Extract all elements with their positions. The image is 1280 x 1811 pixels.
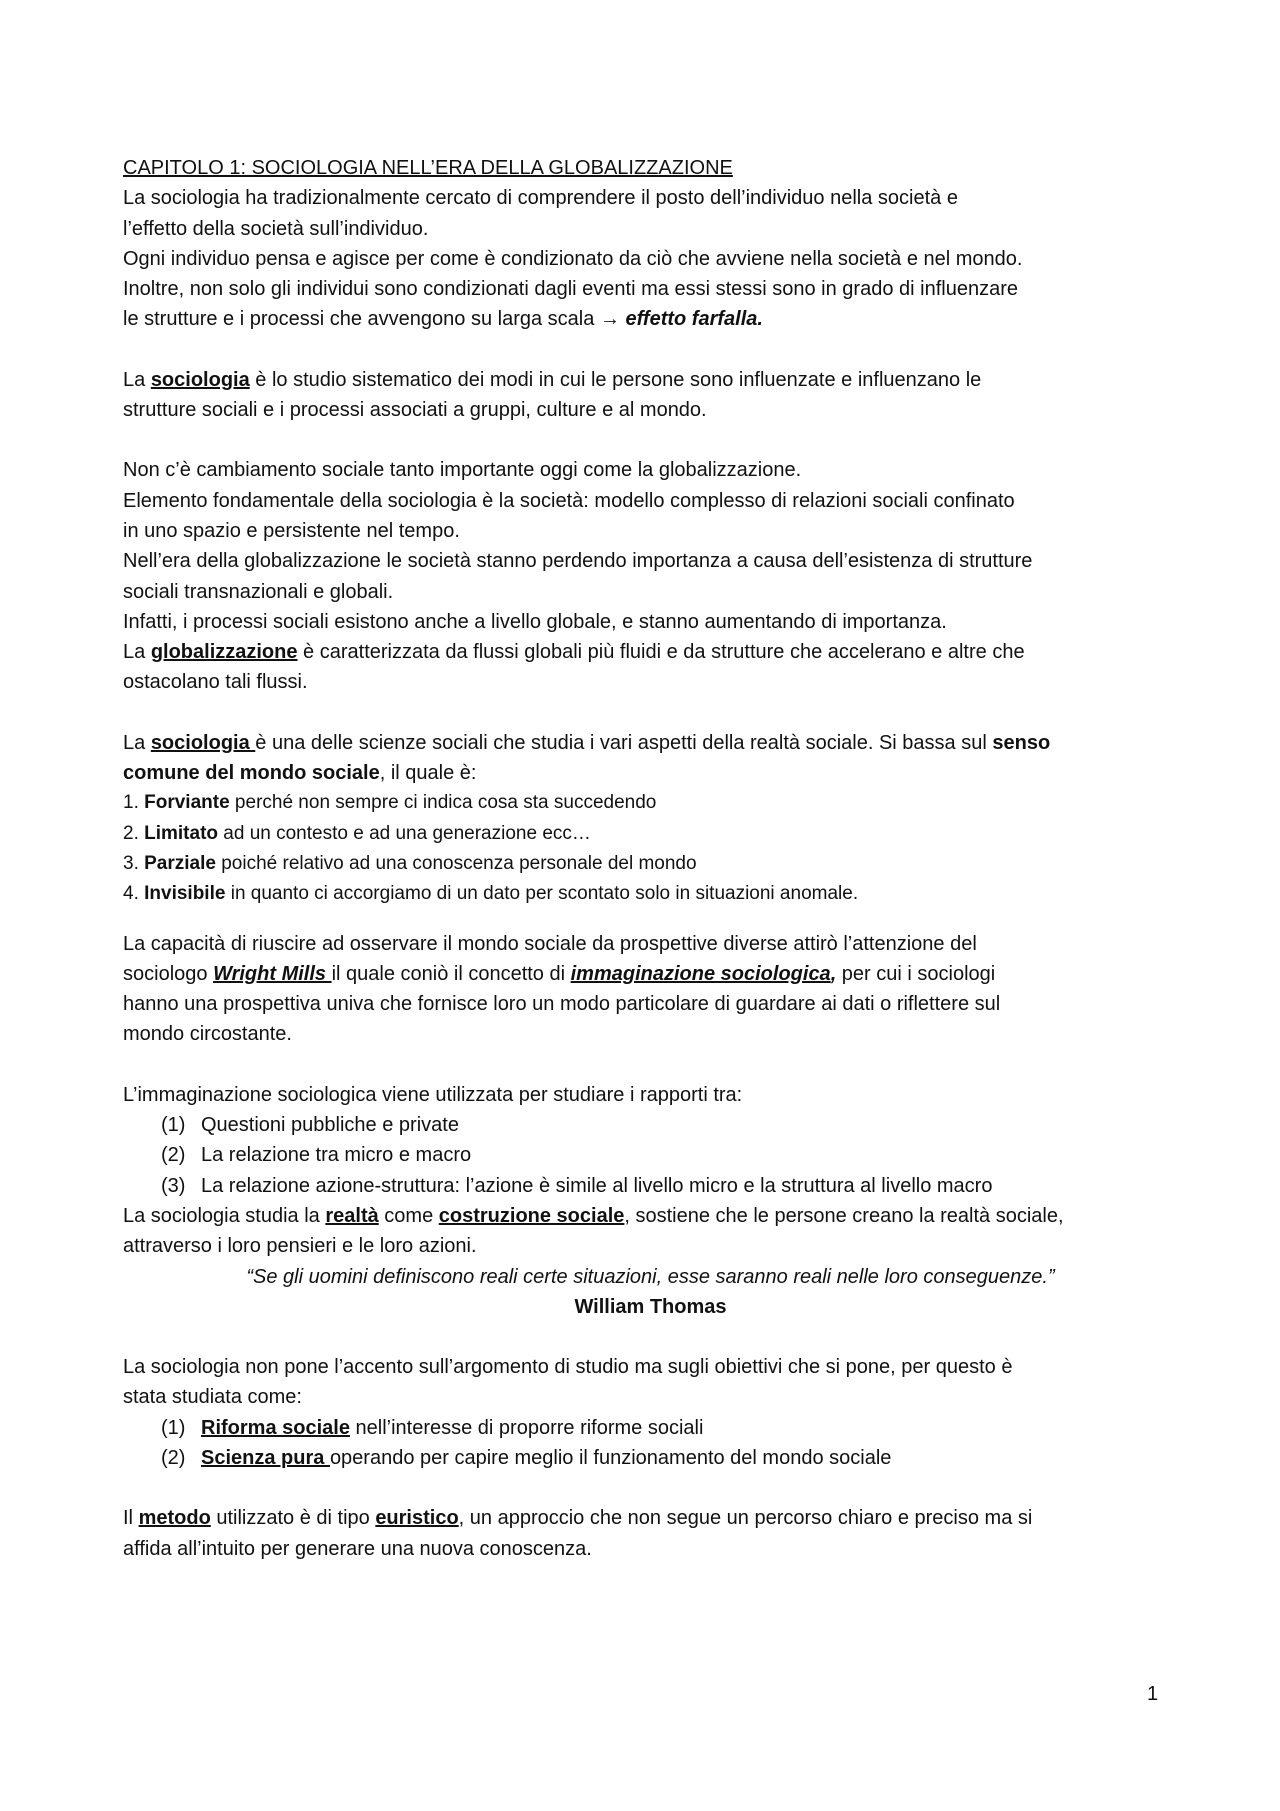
- list-item: (1) Riforma sociale nell’interesse di proporre riforme sociali: [161, 1416, 704, 1439]
- imagination-intro: L’immaginazione sociologica viene utilizzata per studiare i rapporti tra:: [123, 1083, 743, 1106]
- page-number: 1: [1147, 1683, 1159, 1705]
- list-item: (3) La relazione azione-struttura: l’azione è simile al livello micro e la struttura al livello macro: [161, 1174, 993, 1197]
- author-wright-mills: Wright Mills: [213, 962, 332, 985]
- aims-line-2: stata studiata come:: [123, 1386, 302, 1409]
- list-item: 4. Invisibile in quanto ci accorgiamo di un dato per scontato solo in situazioni anomale.: [123, 883, 859, 905]
- intro-line-4: Inoltre, non solo gli individui sono condizionati dagli eventi ma essi stessi sono in grado di influenzare: [123, 278, 1018, 301]
- term-sociologia: sociologia: [150, 368, 250, 391]
- mills-line-1: La capacità di riuscire ad osservare il mondo sociale da prospettive diverse attirò l’attenzione del: [123, 932, 977, 955]
- mills-line-4: mondo circostante.: [123, 1023, 292, 1046]
- globalization-line-1: Non c’è cambiamento sociale tanto importante oggi come la globalizzazione.: [123, 459, 802, 482]
- globalization-line-8: ostacolano tali flussi.: [123, 671, 308, 694]
- term-sociologia-2: sociologia: [150, 731, 256, 754]
- globalization-line-7: La globalizzazione è caratterizzata da flussi globali più fluidi e da strutture che accelerano e altre che: [123, 641, 1025, 664]
- list-item: 2. Limitato ad un contesto e ad una generazione ecc…: [123, 822, 591, 844]
- chapter-title: CAPITOLO 1: SOCIOLOGIA NELL’ERA DELLA GLOBALIZZAZIONE: [123, 157, 733, 179]
- term-metodo: metodo: [138, 1507, 211, 1530]
- list-item: (1) Questioni pubbliche e private: [161, 1114, 459, 1137]
- term-globalizzazione: globalizzazione: [150, 641, 298, 664]
- common-sense-line-1: La sociologia è una delle scienze sociali che studia i vari aspetti della realtà sociale. Si bassa sul senso: [123, 731, 1051, 754]
- globalization-line-2: Elemento fondamentale della sociologia è la società: modello complesso di relazioni sociali confinato: [123, 489, 1015, 512]
- globalization-line-5: sociali transnazionali e globali.: [123, 580, 394, 603]
- globalization-line-6: Infatti, i processi sociali esistono anche a livello globale, e stanno aumentando di importanza.: [123, 610, 947, 633]
- arrow-icon: →: [599, 308, 620, 331]
- page-content: [123, 153, 1178, 1564]
- method-line-1: Il metodo utilizzato è di tipo euristico, un approccio che non segue un percorso chiaro e preciso ma si: [123, 1507, 1033, 1530]
- mills-line-3: hanno una prospettiva univa che fornisce loro un modo particolare di guardare ai dati o riflettere sul: [123, 993, 1001, 1016]
- intro-line-3: Ogni individuo pensa e agisce per come è condizionato da ciò che avviene nella società e nel mondo.: [123, 247, 1023, 270]
- quote: “Se gli uomini definiscono reali certe situazioni, esse saranno reali nelle loro conseguenze.”: [246, 1265, 1055, 1288]
- definition-line-1: La sociologia è lo studio sistematico dei modi in cui le persone sono influenzate e influenzano le: [123, 368, 982, 391]
- list-item: (2) La relazione tra micro e macro: [161, 1144, 472, 1167]
- term-costruzione-sociale: costruzione sociale: [438, 1204, 625, 1227]
- term-realta: realtà: [325, 1204, 379, 1227]
- term-immaginazione-sociologica: immaginazione sociologica: [570, 962, 831, 985]
- quote-author: William Thomas: [574, 1295, 727, 1318]
- intro-line-5: le strutture e i processi che avvengono su larga scala → effetto farfalla.: [123, 308, 763, 331]
- construction-line-2: attraverso i loro pensieri e le loro azioni.: [123, 1235, 477, 1258]
- list-item: 3. Parziale poiché relativo ad una conoscenza personale del mondo: [123, 852, 697, 874]
- aims-line-1: La sociologia non pone l’accento sull’argomento di studio ma sugli obiettivi che si pone, per questo è: [123, 1356, 1013, 1379]
- construction-line-1: La sociologia studia la realtà come costruzione sociale, sostiene che le persone creano la realtà sociale,: [123, 1204, 1064, 1227]
- list-item: 1. Forviante perché non sempre ci indica cosa sta succedendo: [123, 792, 657, 814]
- method-line-2: affida all’intuito per generare una nuova conoscenza.: [123, 1537, 592, 1560]
- mills-line-2: sociologo Wright Mills il quale coniò il concetto di immaginazione sociologica, per cui i sociologi: [123, 962, 996, 985]
- intro-line-2: l’effetto della società sull’individuo.: [123, 217, 429, 240]
- list-item: (2) Scienza pura operando per capire meglio il funzionamento del mondo sociale: [161, 1446, 892, 1469]
- butterfly-effect-term: effetto farfalla.: [625, 308, 763, 331]
- definition-line-2: strutture sociali e i processi associati a gruppi, culture e al mondo.: [123, 399, 707, 422]
- term-euristico: euristico: [375, 1507, 459, 1530]
- common-sense-line-2: comune del mondo sociale, il quale è:: [123, 762, 477, 785]
- globalization-line-4: Nell’era della globalizzazione le società stanno perdendo importanza a causa dell’esistenza di strutture: [123, 550, 1033, 573]
- intro-line-1: La sociologia ha tradizionalmente cercato di comprendere il posto dell’individuo nella società e: [123, 187, 958, 210]
- globalization-line-3: in uno spazio e persistente nel tempo.: [123, 519, 460, 542]
